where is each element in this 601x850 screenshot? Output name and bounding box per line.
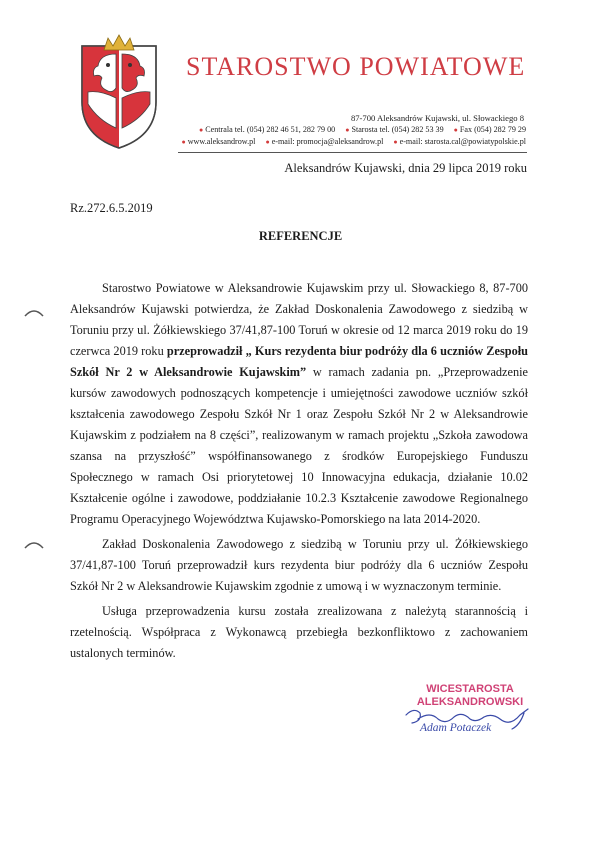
contact-phones xyxy=(199,125,526,134)
paragraph-1-intro: Starostwo Powiatowe w Aleksandrowie Kujawskim przy ul. Słowackiego 8, 87-700 Aleksandrów Kujawski potwierdza, że Zakład Doskonalenia Zawodowego z siedzibą w Toruniu przy ul. Żółkiewskiego 37/41,87-100 Toruń w okresie od 12 marca 2019 roku do 19 czerwca 2019 roku xyxy=(70,281,528,358)
document-heading: REFERENCJE xyxy=(258,229,343,243)
office-title: STAROSTWO POWIATOWE xyxy=(186,52,526,81)
office-address: 87-700 Aleksandrów Kujawski, ul. Słowackiego 8 xyxy=(350,113,524,123)
paragraph-1 xyxy=(70,278,528,530)
bullet-icon: ● xyxy=(393,138,398,146)
bullet-icon: ● xyxy=(345,126,350,134)
central-phone: Centrala tel. (054) 282 46 51, 282 79 00 xyxy=(205,125,336,134)
paragraph-1-emphasis: przeprowadził „ Kurs rezydenta biur podróży dla 6 uczniów Zespołu Szkół Nr 2 w Aleksandrowie Kujawskim” xyxy=(70,344,528,379)
bullet-icon: ● xyxy=(265,138,270,146)
stamp-county: ALEKSANDROWSKI xyxy=(416,696,524,708)
coat-of-arms-icon xyxy=(78,32,160,150)
punch-hole-mark-icon xyxy=(23,306,45,318)
bullet-icon: ● xyxy=(453,126,458,134)
bullet-icon: ● xyxy=(199,126,204,134)
letter-body xyxy=(70,278,528,664)
paragraph-3: Usługa przeprowadzenia kursu została zrealizowana z należytą starannością i rzetelnością. Współpraca z Wykonawcą przebiegła bezkonfliktowo z zachowaniem ustalonych terminów. xyxy=(70,604,528,660)
starosta-email[interactable]: e-mail: starosta.cal@powiatypolskie.pl xyxy=(399,137,526,146)
reference-number: Rz.272.6.5.2019 xyxy=(70,201,153,215)
contact-web xyxy=(181,137,526,146)
bullet-icon: ● xyxy=(181,138,186,146)
paragraph-1-rest: w ramach zadania pn. „Przeprowadzenie kursów zawodowych podnoszących kompetencje i umiejętności zawodowe uczniów szkół kształcenia zawodowego Zespołu Szkół Nr 1 oraz Zespołu Szkół Nr 2 w Aleksandrowie Kujawskim z podziałem na 8 części”, realizowanym w ramach projektu „Szkoła zawodowa szansa na przyszłość” współfinansowanego z środków Europejskiego Funduszu Społecznego w ramach Osi priorytetowej 10 Innowacyjna edukacja, działanie 10.02 Kształcenie ogólne i zawodowe, poddziałanie 10.2.3 Kształcenie zawodowe Regionalnego Programu Operacyjnego Województwa Kujawsko-Pomorskiego na lata 2014-2020. xyxy=(70,365,528,526)
website-link[interactable]: www.aleksandrow.pl xyxy=(187,137,256,146)
paragraph-2: Zakład Doskonalenia Zawodowego z siedzibą w Toruniu przy ul. Żółkiewskiego 37/41,87-100 Toruń przeprowadził kurs rezydenta biur podróży dla 6 uczniów Zespołu Szkół Nr 2 w Aleksandrowie Kujawskim zgodnie z umową i w wyznaczonym terminie. xyxy=(70,537,528,593)
starosta-phone: Starosta tel. (054) 282 53 39 xyxy=(351,125,444,134)
punch-hole-mark-icon xyxy=(23,538,45,550)
stamp-title: WICESTAROSTA xyxy=(426,683,514,695)
fax-number: Fax (054) 282 79 29 xyxy=(459,125,526,134)
promo-email[interactable]: e-mail: promocja@aleksandrow.pl xyxy=(271,137,384,146)
date-line: Aleksandrów Kujawski, dnia 29 lipca 2019 roku xyxy=(284,161,527,175)
header-divider xyxy=(178,152,527,153)
signatory-name: Adam Potaczek xyxy=(420,722,492,734)
